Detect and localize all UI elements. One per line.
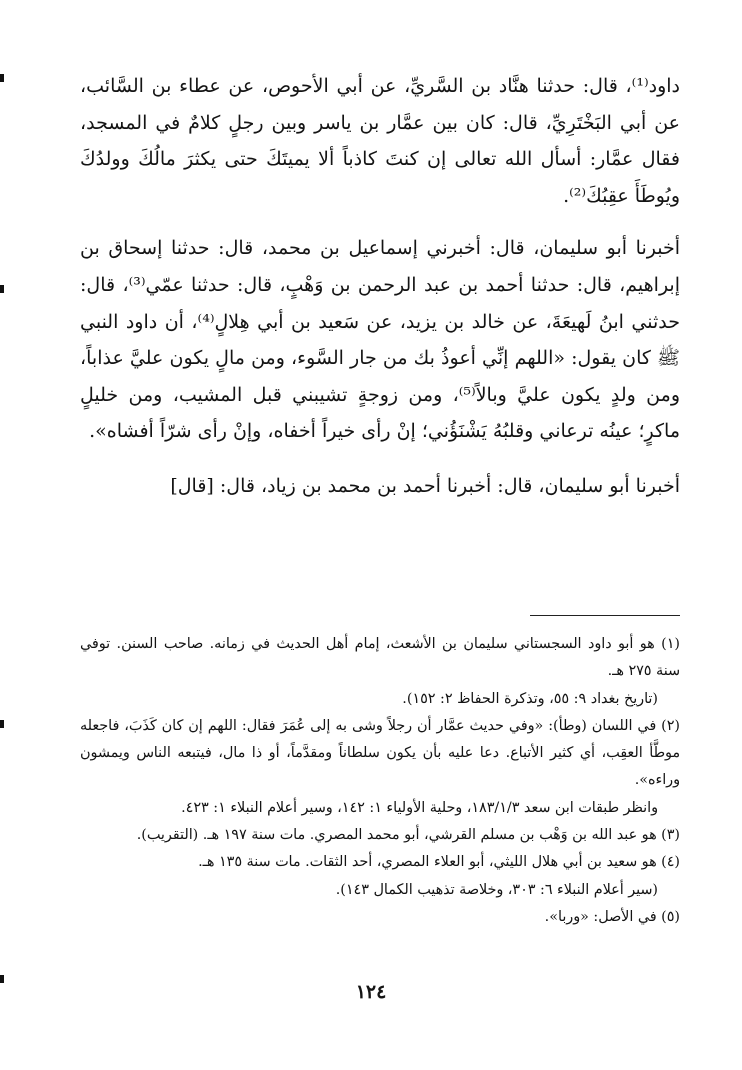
main-text	[80, 68, 680, 505]
footnote-1: (١) هو أبو داود السجستاني سليمان بن الأشعث، إمام أهل الحديث في زمانه. صاحب السنن. توفي سنة ٢٧٥ هـ.	[80, 636, 680, 680]
footnote-2-sources: وانظر طبقات ابن سعد ١٨٣/١/٣، وحلية الأولياء ١: ١٤٢، وسير أعلام النبلاء ١: ٤٢٣.	[181, 799, 658, 816]
paragraph-dawud-prayer: أخبرنا أبو سليمان، قال: أخبرني إسماعيل بن محمد، قال: حدثنا إسحاق بن إبراهيم، قال: حدثنا أحمد بن عبد الرحمن بن وَهْبٍ، قال: حدثنا عمّي⁽³⁾، قال: حدثني ابنُ لَهيعَةَ، عن خالد بن يزيد، عن سَعيد بن أبي هِلالٍ⁽⁴⁾، أن داود النبي ﷺ كان يقول: «اللهم إنِّي أعوذُ بك من جار السَّوء، ومن مالٍ يكون عليَّ عذاباً، ومن ولدٍ يكون عليَّ وبالاً⁽⁵⁾، ومن زوجةٍ تشيبني قبل المشيب، ومن خليلٍ ماكرٍ؛ عينُه ترعاني وقلبُهُ يَشْنَؤُني؛ إنْ رأى خيراً أخفاه، وإنْ رأى شرّاً أفشاه».	[80, 237, 680, 443]
margin-mark-upper	[0, 285, 4, 293]
margin-mark-top	[0, 74, 4, 82]
footnotes	[80, 631, 680, 931]
footnote-3: (٣) هو عبد الله بن وَهْب بن مسلم القرشي، أبو محمد المصري. مات سنة ١٩٧ هـ. (التقريب).	[136, 827, 680, 844]
footnote-1-sources: (تاريخ بغداد ٩: ٥٥، وتذكرة الحفاظ ٢: ١٥٢).	[402, 690, 658, 707]
footnote-divider	[530, 615, 680, 616]
margin-mark-middle	[0, 720, 4, 728]
book-page	[80, 68, 680, 925]
footnote-4-sources: (سير أعلام النبلاء ٦: ٣٠٣، وخلاصة تذهيب الكمال ١٤٣).	[335, 881, 658, 898]
paragraph-hadith-ammar: داود⁽¹⁾، قال: حدثنا هنَّاد بن السَّريِّ، عن أبي الأحوص، عن عطاء بن السَّائب، عن أبي البَخْتَرِيِّ، قال: كان بين عمَّار بن ياسر وبين رجلٍ كلامٌ في المسجد، فقال عمَّار: أسأل الله تعالى إن كنتَ كاذباً ألا يميتَكَ حتى يكثرَ مالُكَ وولدُكَ ويُوطَأَ عقِبُكَ⁽²⁾.	[80, 75, 680, 207]
footnote-2: (٢) في اللسان (وطأ): «وفي حديث عمَّار أن رجلاً وشى به إلى عُمَرَ فقال: اللهم إن كان كَذَبَ، فاجعله موطَّأ العقِب، أي كثير الأتباع. دعا عليه بأن يكون سلطاناً ومقدَّماً، أو ذا مال، فيتبعه الناس ويمشون وراءه».	[80, 717, 680, 789]
footnote-4: (٤) هو سعيد بن أبي هلال الليثي، أبو العلاء المصري، أحد الثقات. مات سنة ١٣٥ هـ.	[198, 854, 680, 871]
footnote-5: (٥) في الأصل: «وربا».	[544, 908, 680, 925]
paragraph-isnad-continuation: أخبرنا أبو سليمان، قال: أخبرنا أحمد بن محمد بن زياد، قال: [قال]	[170, 474, 680, 497]
page-number: ١٢٤	[355, 981, 387, 1003]
